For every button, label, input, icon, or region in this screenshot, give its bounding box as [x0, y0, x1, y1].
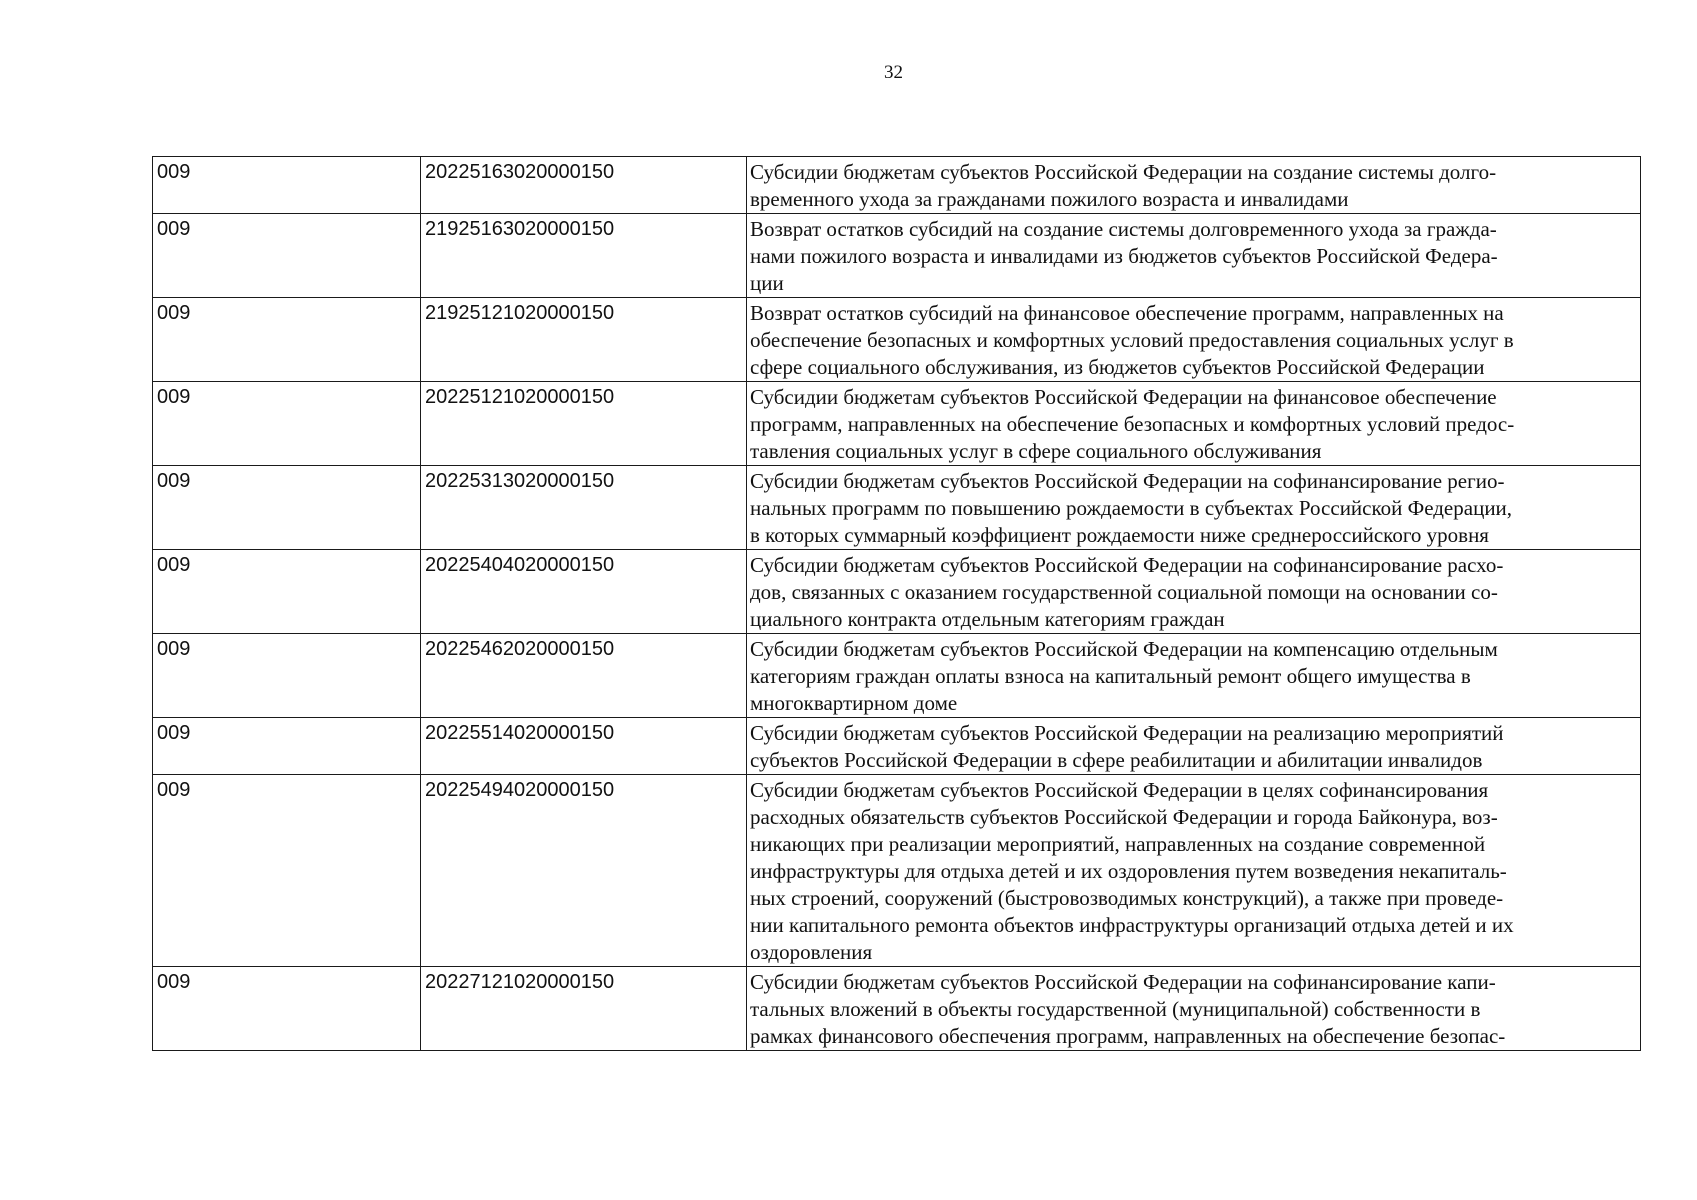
- table-row: [153, 382, 1641, 466]
- description-cell: Субсидии бюджетам субъектов Российской Федерации на компенсацию отдельным категориям граждан оплаты взноса на капитальный ремонт общего имущества в многоквартирном доме: [747, 634, 1641, 718]
- table-row: [153, 214, 1641, 298]
- admin-code-cell: 009: [153, 775, 421, 967]
- budget-classification-code-cell: 21925163020000150: [421, 214, 747, 298]
- admin-code-cell: 009: [153, 550, 421, 634]
- budget-classification-code-cell: 20225313020000150: [421, 466, 747, 550]
- admin-code-cell: 009: [153, 967, 421, 1051]
- page-number: 32: [884, 62, 903, 83]
- description-cell: Субсидии бюджетам субъектов Российской Федерации на софинансирование регио- нальных программ по повышению рождаемости в субъектах Российской Федерации, в которых суммарный коэффициент рождаемости ниже среднероссийского уровня: [747, 466, 1641, 550]
- budget-classification-code-cell: 20225404020000150: [421, 550, 747, 634]
- admin-code-cell: 009: [153, 157, 421, 214]
- budget-classification-code-cell: 20225121020000150: [421, 382, 747, 466]
- budget-codes-table: [152, 156, 1641, 1051]
- description-cell: Субсидии бюджетам субъектов Российской Федерации на создание системы долго- временного ухода за гражданами пожилого возраста и инвалидами: [747, 157, 1641, 214]
- table-row: [153, 466, 1641, 550]
- budget-classification-code-cell: 20225514020000150: [421, 718, 747, 775]
- table-row: [153, 298, 1641, 382]
- description-cell: Субсидии бюджетам субъектов Российской Федерации на финансовое обеспечение программ, направленных на обеспечение безопасных и комфортных условий предос- тавления социальных услуг в сфере социального обслуживания: [747, 382, 1641, 466]
- admin-code-cell: 009: [153, 634, 421, 718]
- table-row: [153, 550, 1641, 634]
- description-cell: Субсидии бюджетам субъектов Российской Федерации на реализацию мероприятий субъектов Российской Федерации в сфере реабилитации и абилитации инвалидов: [747, 718, 1641, 775]
- table-row: [153, 967, 1641, 1051]
- description-cell: Субсидии бюджетам субъектов Российской Федерации в целях софинансирования расходных обязательств субъектов Российской Федерации и города Байконура, воз- никающих при реализации мероприятий, направленных на создание современной инфраструктуры для отдыха детей и их оздоровления путем возведения некапиталь- ных строений, сооружений (быстровозводимых конструкций), а также при проведе- нии капитального ремонта объектов инфраструктуры организаций отдыха детей и их оздоровления: [747, 775, 1641, 967]
- admin-code-cell: 009: [153, 214, 421, 298]
- table-row: [153, 157, 1641, 214]
- budget-classification-code-cell: 21925121020000150: [421, 298, 747, 382]
- admin-code-cell: 009: [153, 298, 421, 382]
- table-row: [153, 775, 1641, 967]
- admin-code-cell: 009: [153, 718, 421, 775]
- budget-classification-code-cell: 20227121020000150: [421, 967, 747, 1051]
- description-cell: Возврат остатков субсидий на финансовое обеспечение программ, направленных на обеспечение безопасных и комфортных условий предоставления социальных услуг в сфере социального обслуживания, из бюджетов субъектов Российской Федерации: [747, 298, 1641, 382]
- description-cell: Возврат остатков субсидий на создание системы долговременного ухода за гражда- нами пожилого возраста и инвалидами из бюджетов субъектов Российской Федера- ции: [747, 214, 1641, 298]
- budget-classification-code-cell: 20225494020000150: [421, 775, 747, 967]
- budget-classification-code-cell: 20225462020000150: [421, 634, 747, 718]
- table-row: [153, 634, 1641, 718]
- description-cell: Субсидии бюджетам субъектов Российской Федерации на софинансирование расхо- дов, связанных с оказанием государственной социальной помощи на основании со- циального контракта отдельным категориям граждан: [747, 550, 1641, 634]
- admin-code-cell: 009: [153, 466, 421, 550]
- table-row: [153, 718, 1641, 775]
- description-cell: Субсидии бюджетам субъектов Российской Федерации на софинансирование капи- тальных вложений в объекты государственной (муниципальной) собственности в рамках финансового обеспечения программ, направленных на обеспечение безопас-: [747, 967, 1641, 1051]
- budget-classification-code-cell: 20225163020000150: [421, 157, 747, 214]
- admin-code-cell: 009: [153, 382, 421, 466]
